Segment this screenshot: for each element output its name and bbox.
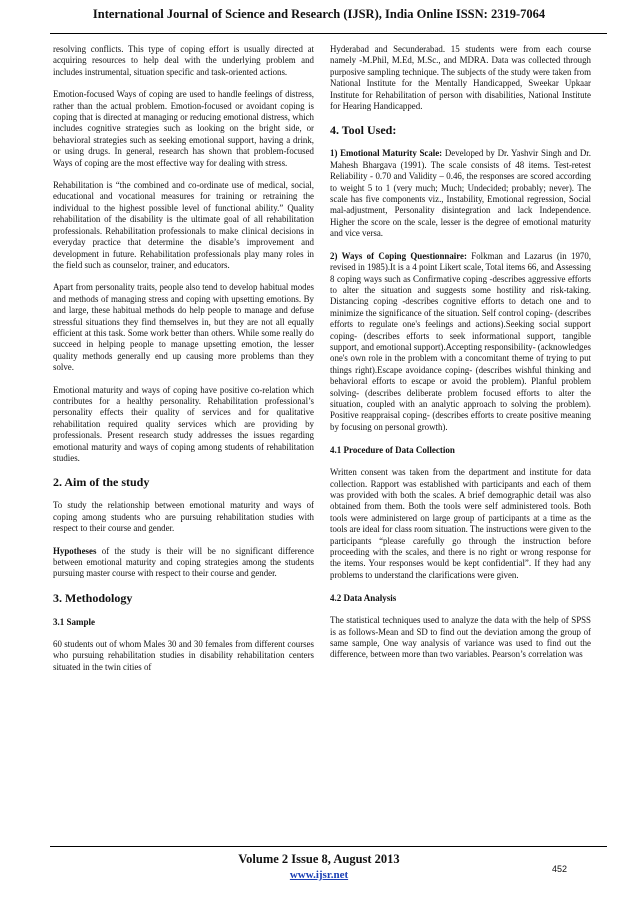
header-divider [50, 33, 607, 34]
hypotheses-label: Hypotheses [53, 545, 97, 556]
tool-description: Developed by Dr. Yashvir Singh and Dr. Mahesh Bhargava (1991). The scale consists of 48 items. Test-retest Reliability - 0.70 and Validity – 0.46, the responses are scored according to weight 5 to 1 (very much; Much; Undecided; probably; never). The scale has five components viz., Instability, Emotional regression, Social mal-adjustment, Personality disintegration and lack Independence. Higher the score on the scale, lesser is the degree of emotional maturity and vice versa. [330, 148, 591, 239]
paragraph: Written consent was taken from the department and institute for data collection. Rapport was established with participants and each of them was provided with both the scales. A brief demographic detail was also obtained from them. Both the tools were self administered tools. Both tools were administered on large group of participants at a time as the tools are ideal for class room situation. The instructions were given to the participants “please carefully go through the instruction before proceeding with the scales, and there is no right or wrong response for the items. Your responses would be kept confidential”. If they had any problems to understand the clarifications were given. [330, 467, 591, 580]
journal-header: International Journal of Science and Research (IJSR), India Online ISSN: 2319-7064 [92, 7, 546, 21]
footer-divider [50, 846, 607, 847]
subsection-heading-procedure: 4.1 Procedure of Data Collection [330, 445, 455, 456]
paragraph: To study the relationship between emotional maturity and ways of coping among students who are pursuing rehabilitation studies with respect to their course and gender. [53, 500, 314, 534]
section-heading-methodology: 3. Methodology [53, 590, 133, 605]
tool-description: Folkman and Lazarus (in 1970, revised in 1985).It is a 4 point Likert scale, Total items 66, and Assessing 8 coping ways such as Confirmative coping -describes aggressive efforts to alter the situation and suggests some hostility and risk-taking. Distancing coping -describes cognitive efforts to detach one and to minimize the significance of the situation. Self control coping- (describes efforts to regulate one's feelings and actions).Seeking social support coping- (describes efforts to seek informational support, tangible support, and emotional support).Accepting responsibility- (acknowledges one's own role in the problem with a concomitant theme of trying to put things right).Escape avoidance coping- (describes wishful thinking and behavioral efforts to escape or avoid the problem). Planful problem solving- (describes deliberate problem focused efforts to alter the situation, coupled with an analytic approach to solving the problem). Positive reappraisal coping- (describes efforts to create positive meaning by focusing on personal growth). [330, 250, 592, 432]
hypotheses-paragraph [53, 546, 314, 580]
paragraph: Emotion-focused Ways of coping are used to handle feelings of distress, rather than the actual problem. Emotion-focused or avoidant coping is coping that is directed at managing or reducing emotional distress, which includes cognitive strategies such as looking on the bright side, or behavioral strategies such as seeking emotional support, having a drink, or using drugs. In general, research has shown that problem-focused Ways of coping are the most effective way for dealing with stress. [53, 89, 314, 168]
subsection-heading-analysis: 4.2 Data Analysis [330, 593, 397, 604]
paragraph: Apart from personality traits, people also tend to develop habitual modes and methods of managing stress and coping with upsetting emotions. By and large, these habitual methods do help people to manage and defuse stressful situations they find themselves in, but they are not all equally efficient at this task. Some work better than others. While some really do succeed in helping people to manage upsetting emotion, the lesser quality methods generally end up causing more problems than they solve. [53, 282, 314, 373]
issue-line: Volume 2 Issue 8, August 2013 [238, 852, 400, 866]
page-number: 452 [552, 864, 568, 874]
section-heading-aim: 2. Aim of the study [53, 475, 150, 490]
left-column [53, 44, 314, 684]
footer [0, 852, 638, 883]
hypotheses-text: of the study is their will be no significant difference between emotional maturity and coping strategies among the students pursuing master course with respect to their course and gender. [53, 545, 314, 579]
paragraph: Hyderabad and Secunderabad. 15 students were from each course namely -M.Phil, M.Ed, M.Sc., and MDRA. Data was collected through purposive sampling technique. The subjects of the study were taken from National Institute for the Mentally Handicapped, Sweekar Upkaar Institute for Rehabilitation of person with disabilities, National Institute for Hearing Handicapped. [330, 44, 591, 112]
tool-label: 2) Ways of Coping Questionnaire: [330, 250, 467, 261]
paragraph: Emotional maturity and ways of coping have positive co-relation which contributes for a healthy personality. Rehabilitation professional’s personality effects their quality of services and for qualitative rehabilitation required quality services which are providing by professionals. Present research study addresses the issues regarding emotional maturity and ways of coping among students of rehabilitation studies. [53, 384, 314, 463]
tool-emotional-maturity [330, 148, 591, 239]
paragraph: Rehabilitation is “the combined and co-ordinate use of medical, social, educational and vocational measures for training or retraining the individual to the highest possible level of functional ability.” Quality rehabilitation of the disability is the ultimate goal of all rehabilitation professionals. Rehabilitation professionals to make clinical decisions in everyday practice that determine the disable’s improvement and development in future. Rehabilitation professionals play many roles in the field such as counselor, trainer, and educators. [53, 180, 314, 270]
subsection-heading-sample: 3.1 Sample [53, 616, 96, 627]
section-heading-tools: 4. Tool Used: [330, 123, 397, 138]
tool-label: 1) Emotional Maturity Scale: [330, 148, 443, 159]
tool-ways-of-coping [330, 251, 591, 434]
paragraph: resolving conflicts. This type of coping effort is usually directed at acquiring resources to help deal with the underlying problem and includes instrumental, situation specific and task-oriented actions. [53, 44, 314, 77]
paragraph: 60 students out of whom Males 30 and 30 females from different courses who pursuing rehabilitation studies in disability rehabilitation centers situated in the twin cities of [53, 638, 314, 672]
journal-url-link[interactable]: www.ijsr.net [289, 869, 349, 881]
paragraph: The statistical techniques used to analyze the data with the help of SPSS is as follows-Mean and SD to find out the deviation among the group of same sample, One way analysis of variance was used to find out the difference, between more than two variables. Pearson’s correlation was [330, 615, 591, 660]
right-column [330, 44, 591, 672]
